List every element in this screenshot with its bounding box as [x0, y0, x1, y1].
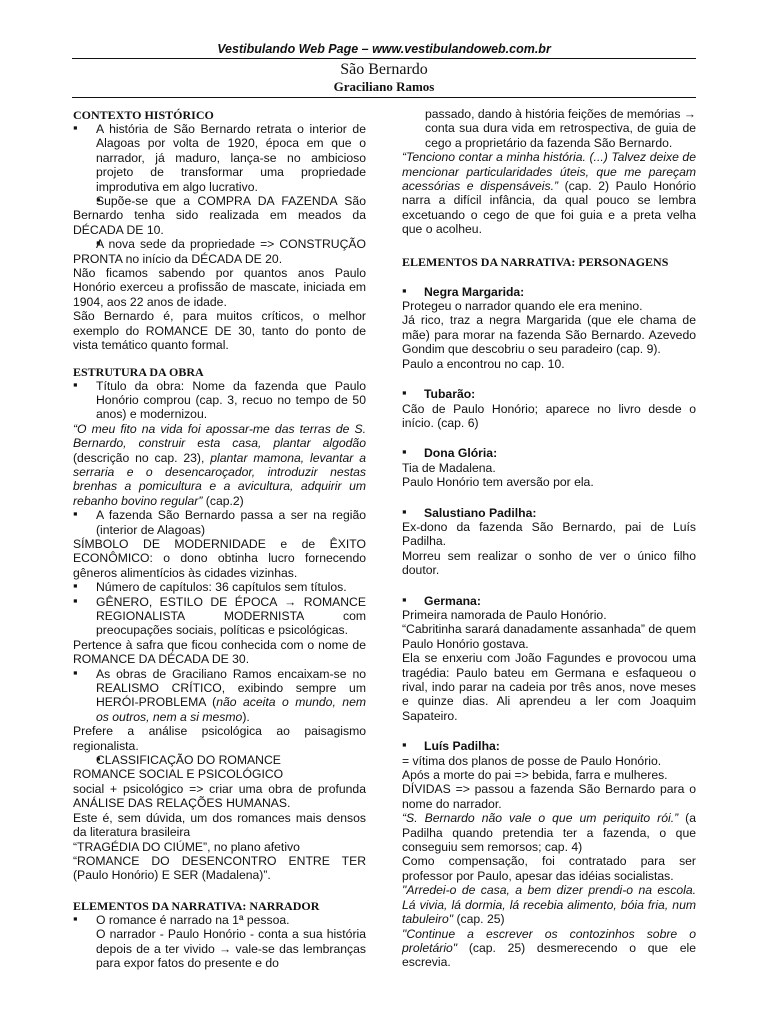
germana-line-3: Ela se enxeriu com João Fagundes e provocou uma tragédia: Paulo bateu em Germana e esfaqueou o rival, indo parar na cadeia por três anos, nove meses e quinze dias. Ali aprendeu a ler com Joaquim Sapateiro. [402, 651, 696, 723]
realismo-end: ). [242, 709, 250, 724]
estrutura-social-psicologico: social + psicológico => criar uma obra de profunda ANÁLISE DAS RELAÇÕES HUMANAS. [73, 781, 366, 811]
estrutura-bullet-realismo [73, 667, 366, 725]
luis-line-6 [402, 883, 696, 926]
luis-line-4 [402, 811, 696, 854]
right-column [402, 107, 696, 970]
section-estrutura-da-obra: ESTRUTURA DA OBRA [73, 364, 204, 379]
luis-quote-escola-ref: (cap. 25) [453, 912, 505, 927]
section-narrador: ELEMENTOS DA NARRATIVA: NARRADOR [73, 898, 320, 913]
contexto-bullet-2: ▪ Supõe-se que a COMPRA DA FAZENDA São Bernardo tenha sido realizada em meados da DÉCADA DE 10. [73, 194, 366, 237]
narrador-quote [402, 150, 696, 236]
realismo-text: As obras de Graciliano Ramos encaixam-se no REALISMO CRÍTICO, exibindo sempre um HERÓI-PROBLEMA ( [96, 666, 366, 710]
estrutura-bullet-capitulos: ▪ Número de capítulos: 36 capítulos sem títulos. [73, 580, 366, 594]
luis-quote-periquito: “S. Bernardo não vale o que um periquito rói.” [402, 811, 679, 826]
estrutura-tragedia: “TRAGÉDIA DO CIÚME”, no plano afetivo [73, 839, 300, 854]
gloria-line-1: Tia de Madalena. [402, 460, 496, 475]
salustiano-line-2: Morreu sem realizar o sonho de ver o único filho doutor. [402, 548, 696, 578]
contexto-bullet-1: ▪ A história de São Bernardo retrata o interior de Alagoas por volta de 1920, época em que o narrador, já maduro, lança-se no ambicioso projeto de transformar uma propriedade improdutiva em algo lucrativo. [73, 122, 366, 194]
luis-line-2: Após a morte do pai => bebida, farra e mulheres. [402, 768, 668, 783]
narrador-continuation: passado, dando à história feições de memórias → conta sua dura vida em retrospectiva, de guia de cego a proprietário da fazenda São Bernardo. [425, 107, 696, 150]
character-germana: ▪ Germana: [402, 594, 696, 608]
header-rule-bottom [72, 97, 696, 98]
quote-fito-part1: “O meu fito na vida foi apossar-me das terras de S. Bernardo, construir esta casa, plantar algodão [73, 421, 366, 451]
character-negra-margarida: ▪ Negra Margarida: [402, 285, 696, 299]
site-header: Vestibulando Web Page – www.vestibulandoweb.com.br [217, 42, 551, 56]
narrador-paulo-honorio: O narrador - Paulo Honório - conta a sua história depois de a ter vivido → vale-se das lembranças para expor fatos do presente e do [96, 927, 366, 970]
contexto-paragraph-4: Não ficamos sabendo por quantos anos Paulo Honório exerceu a profissão de mascate, iniciada em 1904, aos 22 anos de idade. [73, 266, 366, 309]
luis-quote-escola: "Arredei-o de casa, a bem dizer prendi-o na escola. Lá vivia, lá dormia, lá recebia alimento, bóia fria, num tabuleiro" [402, 883, 696, 927]
narrador-quote-italic: “Tenciono contar a minha história. (...) Talvez deixe de mencionar particularidades úteis, que me pareçam acessórias e dispensáveis.” [402, 150, 696, 194]
luis-quote-contozinhos: "Continue a escrever os contozinhos sobre o proletário" [402, 926, 696, 955]
realismo-italic: não aceita o mundo, nem os outros, nem a si mesmo [96, 695, 366, 724]
quote-fito-part2: plantar mamona, levantar a serraria e o desencaroçador, introduzir nestas brenhas a pomicultura e a avicultura, adquirir um rebanho bovino regular” [73, 450, 366, 508]
tubarao-line-1: Cão de Paulo Honório; aparece no livro desde o início. (cap. 6) [402, 401, 696, 430]
estrutura-quote-1 [73, 422, 366, 508]
luis-line-3: DÍVIDAS => passou a fazenda São Bernardo para o nome do narrador. [402, 782, 696, 811]
estrutura-bullet-genero: ▪ GÊNERO, ESTILO DE ÉPOCA → ROMANCE REGIONALISTA MODERNISTA com preocupações sociais, políticas e psicológicas. [73, 595, 366, 638]
germana-line-2: “Cabritinha sarará danadamente assanhada” de quem Paulo Honório gostava. [402, 622, 696, 651]
luis-quote-contozinhos-ref: (cap. 25) desmerecendo o que ele escrevia. [402, 940, 696, 970]
estrutura-bullet-classificacao: ▪ CLASSIFICAÇÃO DO ROMANCE [73, 753, 366, 767]
estrutura-safra: Pertence à safra que ficou conhecida com o nome de ROMANCE DA DÉCADA DE 30. [73, 637, 366, 667]
contexto-paragraph-5: São Bernardo é, para muitos críticos, o melhor exemplo do ROMANCE DE 30, tanto do ponto de vista temático quanto formal. [73, 309, 366, 353]
margarida-line-2: Já rico, traz a negra Margarida (que ele chama de mãe) para morar na fazenda São Bernardo. Azevedo Gondim que descobriu o seu paradeiro (cap. 9). [402, 313, 696, 357]
germana-line-1: Primeira namorada de Paulo Honório. [402, 607, 607, 622]
estrutura-analise: Prefere a análise psicológica ao paisagismo regionalista. [73, 724, 366, 753]
section-contexto-historico: CONTEXTO HISTÓRICO [73, 108, 214, 122]
estrutura-romance-social: ROMANCE SOCIAL E PSICOLÓGICO [73, 767, 284, 782]
character-luis-padilha: ▪ Luís Padilha: [402, 739, 696, 753]
quote-fito-ref: (descrição no cap. 23), [73, 450, 211, 465]
luis-line-5: Como compensação, foi contratado para ser professor por Paulo, apesar das idéias socialistas. [402, 854, 696, 883]
quote-fito-cap: (cap.2) [202, 493, 244, 508]
header-rule-top [72, 58, 696, 59]
section-personagens: ELEMENTOS DA NARRATIVA: PERSONAGENS [402, 254, 669, 269]
luis-quote-periquito-ref: (a Padilha quando pretendia ter a fazenda, o que conseguiu sem remorsos; cap. 4) [402, 811, 696, 855]
estrutura-desencontro: “ROMANCE DO DESENCONTRO ENTRE TER (Paulo Honório) E SER (Madalena)”. [73, 853, 366, 883]
estrutura-simbolo: SÍMBOLO DE MODERNIDADE e de ÊXITO ECONÔMICO: o dono obtinha lucro fornecendo gêneros alimentícios às cidades vizinhas. [73, 536, 366, 580]
character-dona-gloria: ▪ Dona Glória: [402, 446, 696, 460]
salustiano-line-1: Ex-dono da fazenda São Bernardo, pai de Luís Padilha. [402, 519, 696, 549]
estrutura-denso: Este é, sem dúvida, um dos romances mais densos da literatura brasileira [73, 810, 366, 840]
left-column [73, 108, 366, 970]
margarida-line-1: Protegeu o narrador quando ele era menino. [402, 299, 643, 314]
narrador-bullet [73, 913, 366, 971]
gloria-line-2: Paulo Honório tem aversão por ela. [402, 475, 594, 490]
narrador-primeira-pessoa: O romance é narrado na 1ª pessoa. [96, 912, 290, 927]
document-author: Graciliano Ramos [333, 79, 435, 94]
luis-line-1: = vítima dos planos de posse de Paulo Honório. [402, 753, 662, 768]
margarida-line-3: Paulo a encontrou no cap. 10. [402, 356, 565, 371]
contexto-bullet-3: ▪ A nova sede da propriedade => CONSTRUÇÃO PRONTA no início da DÉCADA DE 20. [73, 237, 366, 266]
character-salustiano-padilha: ▪ Salustiano Padilha: [402, 506, 696, 520]
estrutura-bullet-titulo: ▪ Título da obra: Nome da fazenda que Paulo Honório comprou (cap. 3, recuo no tempo de 50 anos) e modernizou. [73, 379, 366, 422]
document-title: São Bernardo [340, 61, 428, 78]
luis-line-7 [402, 927, 696, 970]
estrutura-bullet-fazenda: ▪ A fazenda São Bernardo passa a ser na região (interior de Alagoas) [73, 508, 366, 537]
character-tubarao: ▪ Tubarão: [402, 387, 696, 401]
narrador-quote-text: (cap. 2) Paulo Honório narra a difícil infância, da qual pouco se lembra excetuando o cego de que foi guia e a preta velha que o acolheu. [402, 179, 696, 237]
